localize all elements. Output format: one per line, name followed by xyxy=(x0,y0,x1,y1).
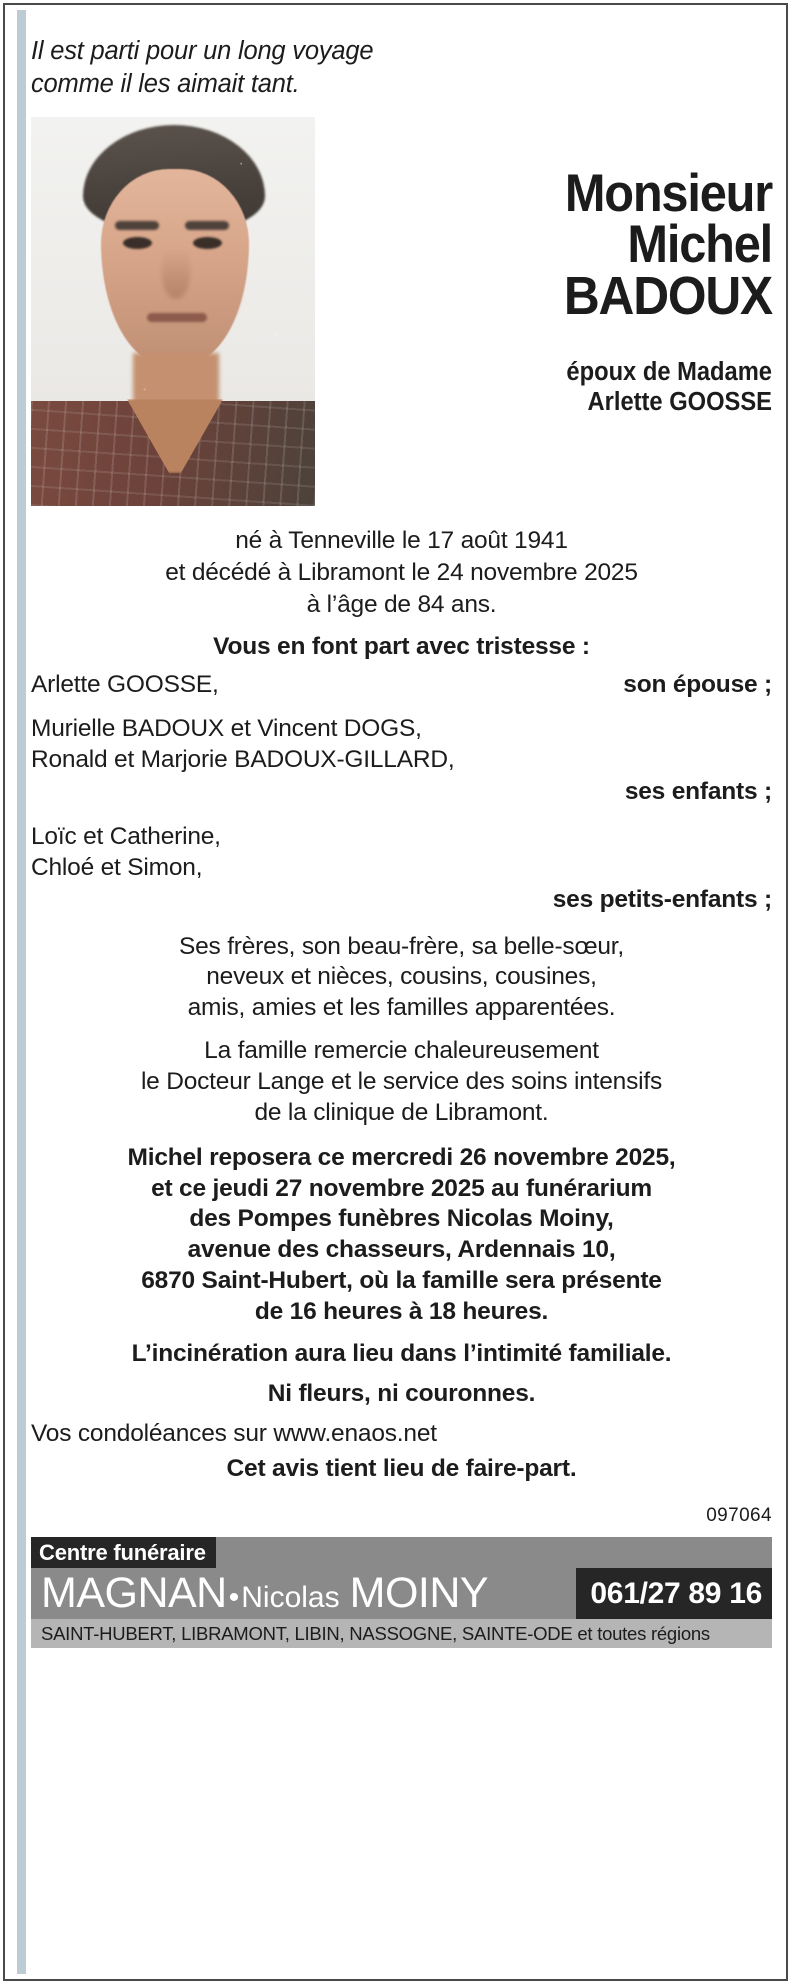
left-accent-rule xyxy=(17,10,26,1974)
repose-details xyxy=(31,1143,772,1328)
deceased-name-block xyxy=(362,164,772,326)
survivor-grandchildren-list xyxy=(31,822,772,884)
portrait-grain-overlay xyxy=(31,117,315,506)
survivor-grandchildren-label: ses petits-enfants ; xyxy=(552,885,772,913)
survivor-relatives-list xyxy=(31,932,772,1025)
deceased-spouse-block xyxy=(362,357,772,417)
age-line: à l’âge de 84 ans. xyxy=(306,590,497,618)
epitaph xyxy=(31,11,772,100)
repose-line: et ce jeudi 27 novembre 2025 au funérarium xyxy=(151,1174,652,1202)
death-line: et décédé à Libramont le 24 novembre 2025 xyxy=(165,559,638,587)
deceased-portrait-photo xyxy=(31,117,315,506)
spouse-name: Arlette GOOSSE xyxy=(587,388,772,417)
banner-service-regions: SAINT-HUBERT, LIBRAMONT, LIBIN, NASSOGNE, SAINTE-ODE et toutes régions xyxy=(31,1619,772,1648)
notice-content xyxy=(31,11,772,1973)
life-dates xyxy=(31,525,772,621)
header-zone xyxy=(31,117,772,513)
deceased-title: Monsieur xyxy=(564,164,772,224)
list-item: Loïc et Catherine, xyxy=(31,823,221,851)
survivor-spouse-row xyxy=(31,669,772,701)
list-item: amis, amies et les familles apparentées. xyxy=(187,994,616,1022)
survivor-spouse-name: Arlette GOOSSE, xyxy=(31,670,219,698)
list-item: Chloé et Simon, xyxy=(31,853,203,881)
faire-part-notice: Cet avis tient lieu de faire-part. xyxy=(226,1455,577,1483)
banner-name-nicolas: Nicolas xyxy=(241,1581,340,1615)
repose-line: de 16 heures à 18 heures. xyxy=(254,1298,549,1326)
condolences-line: Vos condoléances sur www.enaos.net xyxy=(31,1419,437,1447)
thanks-line: La famille remercie chaleureusement xyxy=(204,1037,599,1065)
list-item: neveux et nièces, cousins, cousines, xyxy=(206,963,597,991)
list-item: Ronald et Marjorie BADOUX-GILLARD, xyxy=(31,746,455,774)
repose-line: Michel reposera ce mercredi 26 novembre 2025, xyxy=(127,1143,676,1171)
no-flowers-line: Ni fleurs, ni couronnes. xyxy=(267,1379,536,1407)
banner-name-moiny: MOINY xyxy=(349,1572,489,1616)
banner-separator-dot-icon: • xyxy=(228,1581,240,1615)
banner-phone-number[interactable]: 061/27 89 16 xyxy=(576,1568,772,1619)
survivor-spouse-label: son épouse ; xyxy=(623,670,772,698)
epitaph-line-1: Il est parti pour un long voyage xyxy=(31,37,374,65)
birth-line: né à Tenneville le 17 août 1941 xyxy=(235,527,568,555)
banner-company-names xyxy=(31,1572,576,1615)
thanks-paragraph xyxy=(31,1036,772,1129)
epitaph-line-2: comme il les aimait tant. xyxy=(31,69,300,98)
list-item: Murielle BADOUX et Vincent DOGS, xyxy=(31,715,422,743)
repose-line: des Pompes funèbres Nicolas Moiny, xyxy=(189,1205,614,1233)
list-item: Ses frères, son beau-frère, sa belle-sœur, xyxy=(178,932,625,960)
thanks-line: le Docteur Lange et le service des soins intensifs xyxy=(140,1068,663,1096)
banner-main-row xyxy=(31,1568,772,1619)
repose-line: avenue des chasseurs, Ardennais 10, xyxy=(187,1236,616,1264)
notice-frame xyxy=(3,3,788,1981)
banner-tagline: Centre funéraire xyxy=(31,1537,216,1568)
thanks-line: de la clinique de Libramont. xyxy=(254,1098,549,1126)
notice-body xyxy=(31,525,772,1527)
deceased-last-name: BADOUX xyxy=(563,266,772,326)
survivor-children-list xyxy=(31,714,772,776)
survivor-children-label: ses enfants ; xyxy=(624,778,772,806)
deceased-first-name: Michel xyxy=(627,215,772,275)
spouse-prefix: époux de Madame xyxy=(566,358,772,387)
reference-number: 097064 xyxy=(706,1505,772,1527)
announcement-line: Vous en font part avec tristesse : xyxy=(213,632,590,660)
banner-name-magnan: MAGNAN xyxy=(41,1572,227,1616)
funeral-home-banner xyxy=(31,1537,772,1648)
cremation-line: L’incinération aura lieu dans l’intimité familiale. xyxy=(131,1339,672,1367)
banner-top-section xyxy=(31,1537,772,1619)
repose-line: 6870 Saint-Hubert, où la famille sera présente xyxy=(141,1267,662,1295)
